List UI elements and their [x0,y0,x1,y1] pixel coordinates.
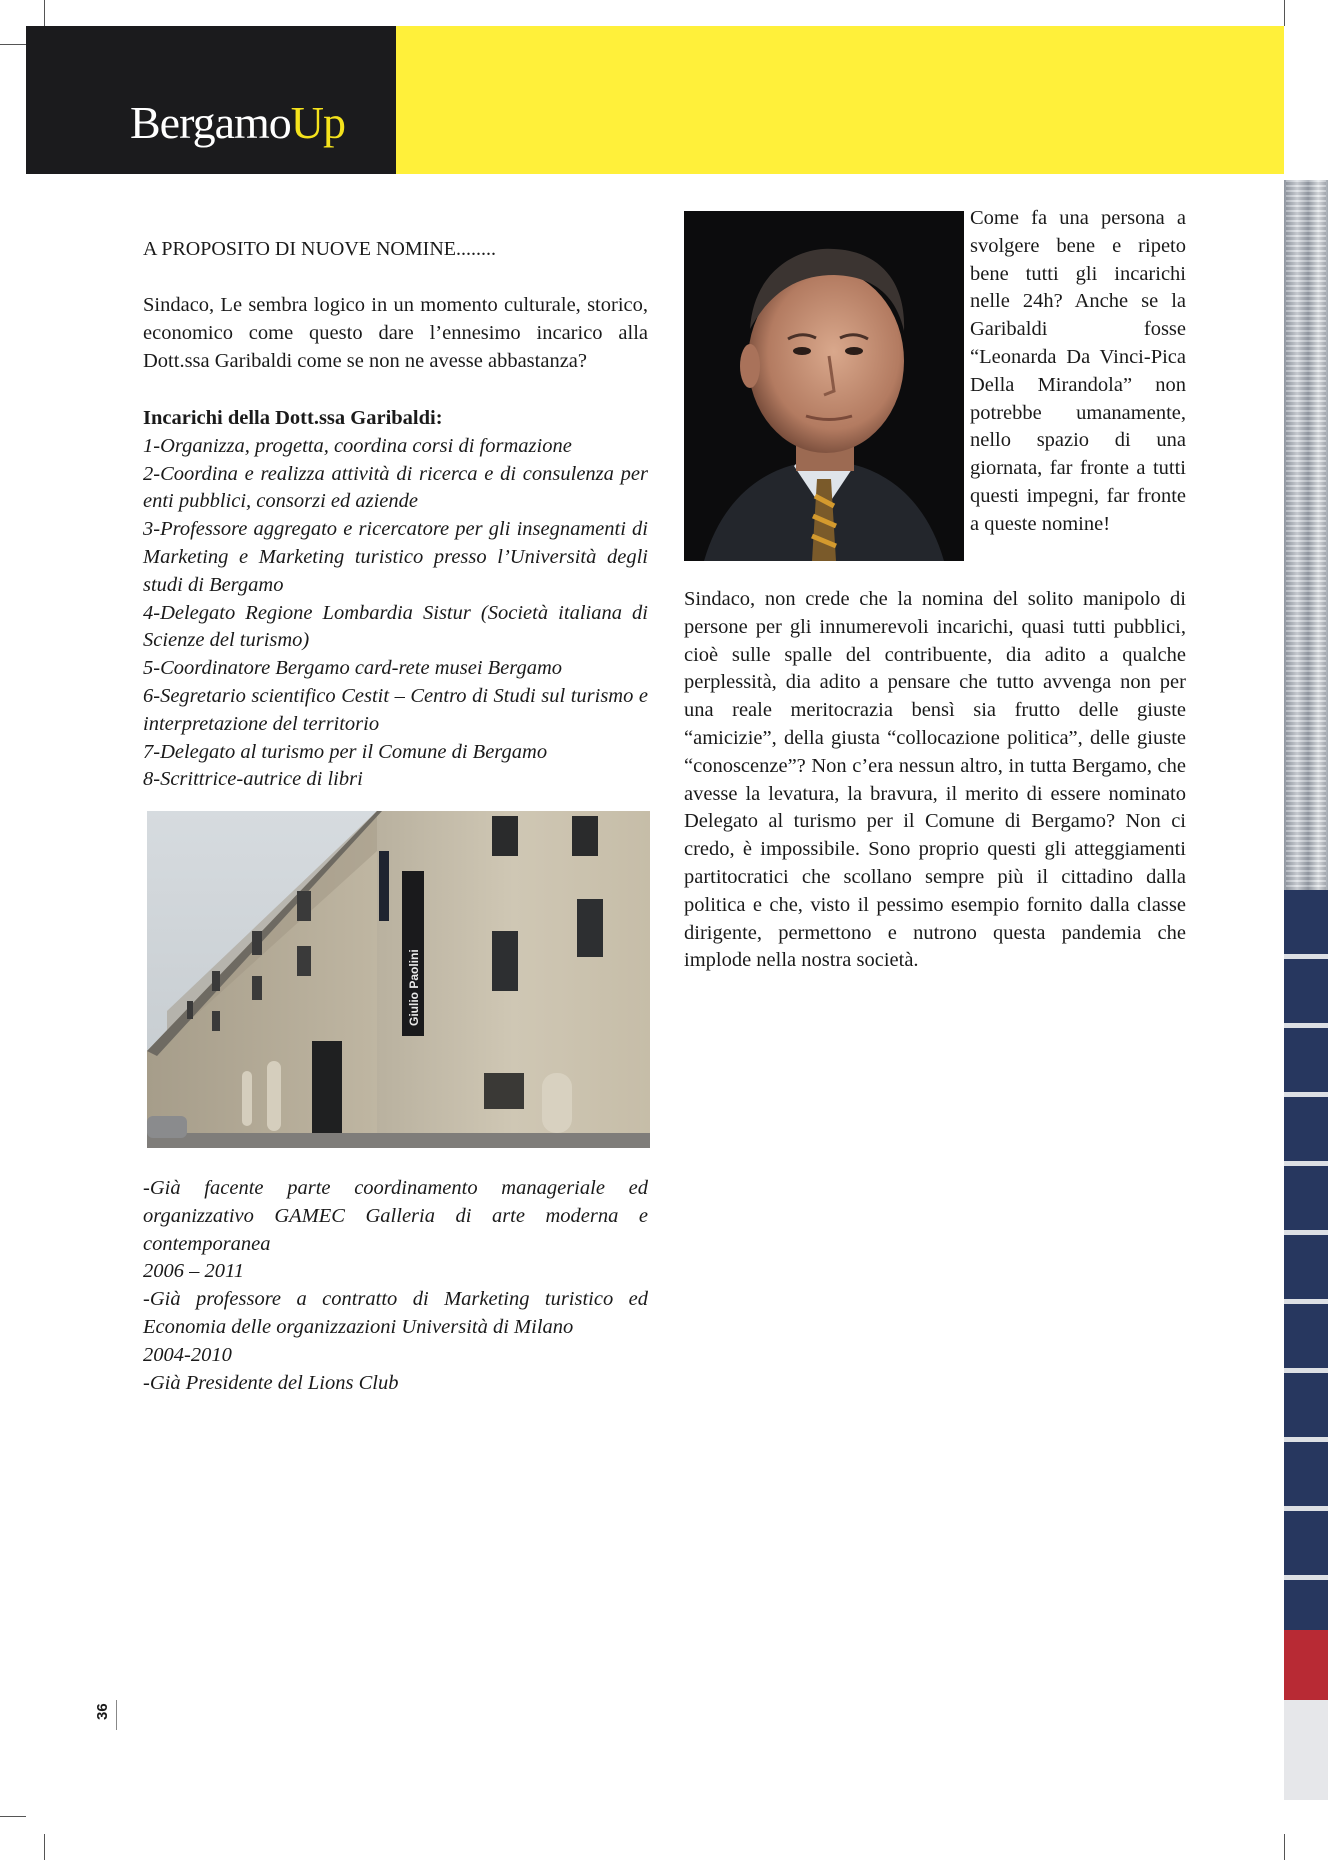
page-number-rule [116,1700,117,1730]
crop-mark [0,1816,26,1817]
list-item: 4-Delegato Regione Lombardia Sistur (Società italiana di Scienze del turismo) [143,601,648,652]
past-role: -Già facente parte coordinamento manageriale ed organizzativo GAMEC Galleria di arte moderna e contemporanea [143,1177,648,1255]
past-role: 2004-2010 [143,1343,232,1366]
logo-text-bergamo: Bergamo [130,97,291,148]
logo-text-up: Up [290,97,346,148]
building-photo-image [147,811,650,1148]
edge-stripe-red [1284,1630,1328,1700]
banner-text: Giulio Paolini [407,949,421,1026]
list-item: 8-Scrittrice-autrice di libri [143,768,363,791]
portrait-photo-image [684,211,964,561]
article-title: A PROPOSITO DI NUOVE NOMINE........ [143,238,496,260]
list-item: 3-Professore aggregato e ricercatore per gli insegnamenti di Marketing e Marketing turistico presso l’Università degli studi di Bergamo [143,518,648,596]
page-number: 36 [94,1703,111,1720]
main-text: Sindaco, non crede che la nomina del solito manipolo di persone per gli innumerevoli incarichi, quasi tutti pubblici, cioè sulle spalle del contribuente, dia adito a qualche perplessità, dia adito a pensare che tutto avvenga non per una reale meritocrazia bensì sia frutto delle giuste “amicizie”, della giusta “collocazione politica”, delle giuste “conoscenze”? Non c’era nessun altro, in tutta Bergamo, che avesse la levatura, la bravura, il merito di essere nominato Delegato al turismo per il Comune di Bergamo? Non ci credo, è impossibile. Sono proprio questi gli atteggiamenti partitocratici che scollano sempre più il cittadino dalla politica e che, visto il pessimo esempio fornito dalla classe dirigente, permettono e nutrono questa pandemia che implode nella nostra società. [684,588,1186,972]
past-role: 2006 – 2011 [143,1260,244,1283]
article-question: Sindaco, Le sembra logico in un momento culturale, storico, economico come questo dare l’ennesimo incarico alla Dott.ssa Garibaldi come se non ne avesse abbastanza? [143,294,648,372]
list-item: 1-Organizza, progetta, coordina corsi di formazione [143,434,572,457]
crop-mark [1284,0,1285,26]
edge-stripe-grey [1284,1700,1328,1800]
roles-list [143,405,648,794]
header-band-yellow [396,26,1284,174]
past-role: -Già Presidente del Lions Club [143,1371,399,1394]
crop-mark [44,1834,45,1860]
list-item: 2-Coordina e realizza attività di ricerca e di consulenza per enti pubblici, consorzi ed aziende [143,462,648,513]
bergamoup-logo [130,96,345,149]
crop-mark [1284,1834,1285,1860]
crop-mark [44,0,45,26]
list-item: 5-Coordinatore Bergamo card-rete musei Bergamo [143,657,563,680]
portrait-photo [684,211,964,561]
edge-stripe-blue [1284,890,1328,1630]
crop-mark [0,44,26,45]
list-item: 6-Segretario scientifico Cestit – Centro di Studi sul turismo e interpretazione del territorio [143,684,648,735]
roles-list-heading: Incarichi della Dott.ssa Garibaldi: [143,407,443,429]
building-photo [147,811,650,1148]
past-role: -Già professore a contratto di Marketing turistico ed Economia delle organizzazioni Università di Milano [143,1288,648,1338]
side-text: Come fa una persona a svolgere bene e ripeto bene tutti gli incarichi nelle 24h? Anche se la Garibaldi fosse “Leonarda Da Vinci-Pica Della Mirandola” non potrebbe umanamente, nello spazio di una giornata, far fronte a tutti questi impegni, far fronte a queste nomine! [970,207,1186,535]
list-item: 7-Delegato al turismo per il Comune di Bergamo [143,740,548,763]
past-roles [143,1175,648,1397]
